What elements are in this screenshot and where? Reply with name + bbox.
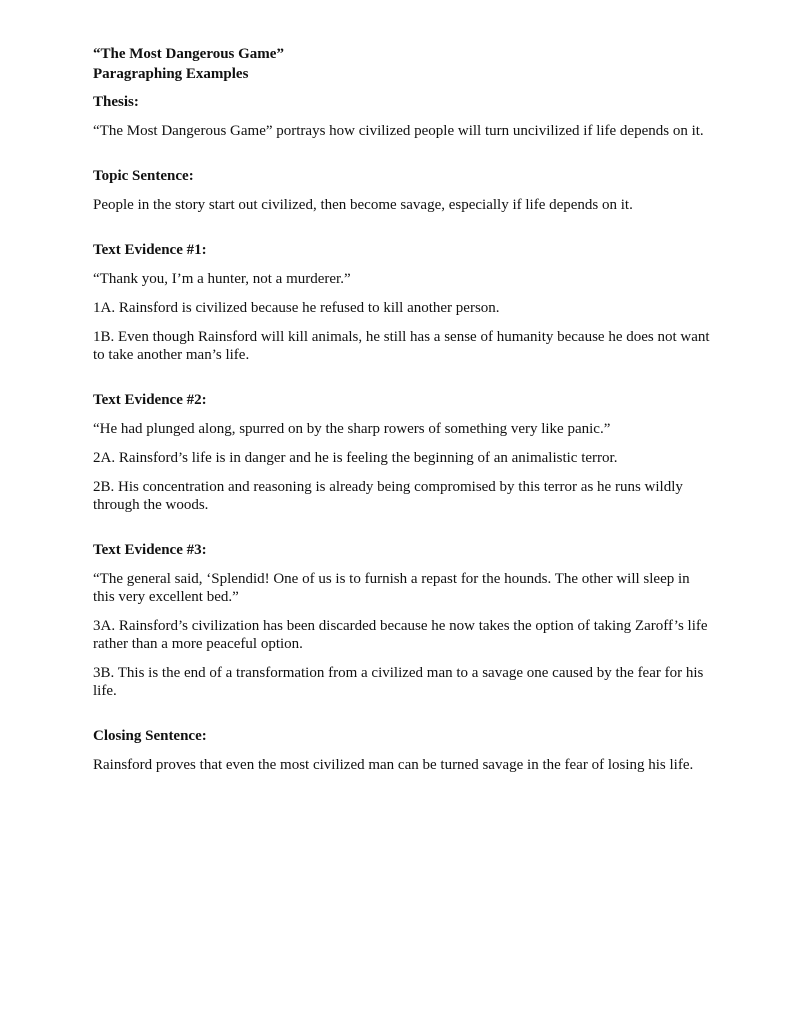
document-title: “The Most Dangerous Game” (93, 46, 284, 62)
analysis-paragraph: 2A. Rainsford’s life is in danger and he is feeling the beginning of an animalistic terror. (93, 450, 618, 466)
section-heading: Closing Sentence: (93, 728, 207, 744)
analysis-paragraph: 3A. Rainsford’s civilization has been discarded because he now takes the option of taking Zaroff’s life rather than a more peaceful option. (93, 618, 708, 652)
analysis-paragraph: 3B. This is the end of a transformation from a civilized man to a savage one caused by the fear for his life. (93, 665, 704, 699)
section-text-evidence-1 (93, 240, 713, 364)
paragraph: “The Most Dangerous Game” portrays how civilized people will turn uncivilized if life depends on it. (93, 123, 704, 139)
analysis-paragraph: 1B. Even though Rainsford will kill animals, he still has a sense of humanity because he does not want to take another man’s life. (93, 329, 710, 363)
document-subtitle: Paragraphing Examples (93, 66, 249, 82)
section-topic-sentence (93, 166, 713, 214)
section-closing-sentence (93, 726, 713, 774)
analysis-paragraph: 1A. Rainsford is civilized because he refused to kill another person. (93, 300, 500, 316)
section-heading: Text Evidence #1: (93, 242, 207, 258)
section-heading: Thesis: (93, 94, 139, 110)
quote-paragraph: “Thank you, I’m a hunter, not a murderer.” (93, 271, 351, 287)
analysis-paragraph: 2B. His concentration and reasoning is already being compromised by this terror as he runs wildly through the woods. (93, 479, 683, 513)
paragraph: Rainsford proves that even the most civilized man can be turned savage in the fear of losing his life. (93, 757, 694, 773)
section-heading: Text Evidence #3: (93, 542, 207, 558)
section-text-evidence-3 (93, 540, 713, 700)
quote-paragraph: “The general said, ‘Splendid! One of us is to furnish a repast for the hounds. The other will sleep in this very excellent bed.” (93, 571, 690, 605)
paragraph: People in the story start out civilized, then become savage, especially if life depends on it. (93, 197, 633, 213)
quote-paragraph: “He had plunged along, spurred on by the sharp rowers of something very like panic.” (93, 421, 611, 437)
section-heading: Topic Sentence: (93, 168, 194, 184)
document-header (93, 44, 713, 84)
section-thesis (93, 92, 713, 140)
document-content (93, 92, 713, 774)
section-heading: Text Evidence #2: (93, 392, 207, 408)
section-text-evidence-2 (93, 390, 713, 514)
